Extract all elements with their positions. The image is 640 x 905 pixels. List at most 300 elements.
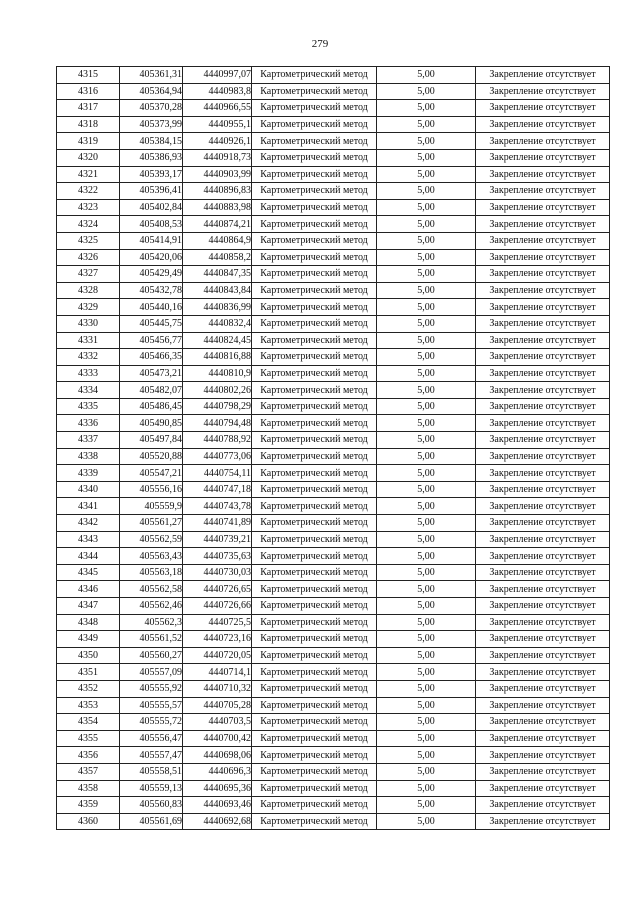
table-row xyxy=(57,166,610,183)
y-coordinate-cell: 4440836,99 xyxy=(183,299,252,316)
x-coordinate-cell: 405420,06 xyxy=(120,249,183,266)
method-cell: Картометрический метод xyxy=(252,797,377,814)
accuracy-cell: 5,00 xyxy=(377,581,476,598)
accuracy-cell: 5,00 xyxy=(377,249,476,266)
point-number-cell: 4343 xyxy=(57,531,120,548)
method-cell: Картометрический метод xyxy=(252,266,377,283)
fixation-cell: Закрепление отсутствует xyxy=(476,747,610,764)
table-row xyxy=(57,349,610,366)
y-coordinate-cell: 4440874,21 xyxy=(183,216,252,233)
accuracy-cell: 5,00 xyxy=(377,797,476,814)
table-row xyxy=(57,415,610,432)
page-number: 279 xyxy=(311,38,329,50)
table-row xyxy=(57,680,610,697)
y-coordinate-cell: 4440896,83 xyxy=(183,183,252,200)
method-cell: Картометрический метод xyxy=(252,614,377,631)
table-row xyxy=(57,498,610,515)
fixation-cell: Закрепление отсутствует xyxy=(476,664,610,681)
table-row xyxy=(57,647,610,664)
table-row xyxy=(57,83,610,100)
point-number-cell: 4339 xyxy=(57,465,120,482)
fixation-cell: Закрепление отсутствует xyxy=(476,83,610,100)
table-row xyxy=(57,763,610,780)
x-coordinate-cell: 405490,85 xyxy=(120,415,183,432)
accuracy-cell: 5,00 xyxy=(377,465,476,482)
x-coordinate-cell: 405557,47 xyxy=(120,747,183,764)
method-cell: Картометрический метод xyxy=(252,365,377,382)
point-number-cell: 4355 xyxy=(57,730,120,747)
fixation-cell: Закрепление отсутствует xyxy=(476,465,610,482)
accuracy-cell: 5,00 xyxy=(377,498,476,515)
method-cell: Картометрический метод xyxy=(252,498,377,515)
method-cell: Картометрический метод xyxy=(252,116,377,133)
fixation-cell: Закрепление отсутствует xyxy=(476,714,610,731)
point-number-cell: 4354 xyxy=(57,714,120,731)
fixation-cell: Закрепление отсутствует xyxy=(476,481,610,498)
table-row xyxy=(57,133,610,150)
y-coordinate-cell: 4440710,32 xyxy=(183,680,252,697)
method-cell: Картометрический метод xyxy=(252,67,377,84)
accuracy-cell: 5,00 xyxy=(377,199,476,216)
accuracy-cell: 5,00 xyxy=(377,116,476,133)
coordinates-table-body xyxy=(57,67,610,830)
x-coordinate-cell: 405559,13 xyxy=(120,780,183,797)
y-coordinate-cell: 4440983,8 xyxy=(183,83,252,100)
method-cell: Картометрический метод xyxy=(252,332,377,349)
x-coordinate-cell: 405562,46 xyxy=(120,598,183,615)
accuracy-cell: 5,00 xyxy=(377,349,476,366)
y-coordinate-cell: 4440720,05 xyxy=(183,647,252,664)
fixation-cell: Закрепление отсутствует xyxy=(476,697,610,714)
y-coordinate-cell: 4440966,55 xyxy=(183,100,252,117)
accuracy-cell: 5,00 xyxy=(377,647,476,664)
accuracy-cell: 5,00 xyxy=(377,266,476,283)
accuracy-cell: 5,00 xyxy=(377,83,476,100)
fixation-cell: Закрепление отсутствует xyxy=(476,332,610,349)
table-row xyxy=(57,332,610,349)
method-cell: Картометрический метод xyxy=(252,282,377,299)
x-coordinate-cell: 405386,93 xyxy=(120,149,183,166)
point-number-cell: 4335 xyxy=(57,398,120,415)
point-number-cell: 4332 xyxy=(57,349,120,366)
method-cell: Картометрический метод xyxy=(252,664,377,681)
table-row xyxy=(57,813,610,830)
accuracy-cell: 5,00 xyxy=(377,282,476,299)
accuracy-cell: 5,00 xyxy=(377,714,476,731)
table-row xyxy=(57,67,610,84)
method-cell: Картометрический метод xyxy=(252,398,377,415)
y-coordinate-cell: 4440824,45 xyxy=(183,332,252,349)
y-coordinate-cell: 4440725,5 xyxy=(183,614,252,631)
x-coordinate-cell: 405563,18 xyxy=(120,564,183,581)
point-number-cell: 4352 xyxy=(57,680,120,697)
fixation-cell: Закрепление отсутствует xyxy=(476,166,610,183)
point-number-cell: 4336 xyxy=(57,415,120,432)
x-coordinate-cell: 405557,09 xyxy=(120,664,183,681)
x-coordinate-cell: 405555,72 xyxy=(120,714,183,731)
point-number-cell: 4337 xyxy=(57,432,120,449)
accuracy-cell: 5,00 xyxy=(377,564,476,581)
method-cell: Картометрический метод xyxy=(252,714,377,731)
fixation-cell: Закрепление отсутствует xyxy=(476,67,610,84)
point-number-cell: 4357 xyxy=(57,763,120,780)
accuracy-cell: 5,00 xyxy=(377,100,476,117)
fixation-cell: Закрепление отсутствует xyxy=(476,432,610,449)
fixation-cell: Закрепление отсутствует xyxy=(476,797,610,814)
y-coordinate-cell: 4440864,9 xyxy=(183,232,252,249)
method-cell: Картометрический метод xyxy=(252,780,377,797)
fixation-cell: Закрепление отсутствует xyxy=(476,680,610,697)
fixation-cell: Закрепление отсутствует xyxy=(476,232,610,249)
point-number-cell: 4320 xyxy=(57,149,120,166)
method-cell: Картометрический метод xyxy=(252,564,377,581)
accuracy-cell: 5,00 xyxy=(377,680,476,697)
fixation-cell: Закрепление отсутствует xyxy=(476,813,610,830)
method-cell: Картометрический метод xyxy=(252,531,377,548)
fixation-cell: Закрепление отсутствует xyxy=(476,299,610,316)
point-number-cell: 4333 xyxy=(57,365,120,382)
point-number-cell: 4359 xyxy=(57,797,120,814)
table-row xyxy=(57,548,610,565)
table-row xyxy=(57,481,610,498)
method-cell: Картометрический метод xyxy=(252,481,377,498)
fixation-cell: Закрепление отсутствует xyxy=(476,216,610,233)
x-coordinate-cell: 405396,41 xyxy=(120,183,183,200)
point-number-cell: 4347 xyxy=(57,598,120,615)
table-row xyxy=(57,465,610,482)
point-number-cell: 4318 xyxy=(57,116,120,133)
method-cell: Картометрический метод xyxy=(252,680,377,697)
y-coordinate-cell: 4440703,5 xyxy=(183,714,252,731)
method-cell: Картометрический метод xyxy=(252,631,377,648)
fixation-cell: Закрепление отсутствует xyxy=(476,382,610,399)
table-row xyxy=(57,797,610,814)
method-cell: Картометрический метод xyxy=(252,382,377,399)
fixation-cell: Закрепление отсутствует xyxy=(476,149,610,166)
table-row xyxy=(57,315,610,332)
x-coordinate-cell: 405497,84 xyxy=(120,432,183,449)
table-row xyxy=(57,614,610,631)
fixation-cell: Закрепление отсутствует xyxy=(476,249,610,266)
table-row xyxy=(57,149,610,166)
method-cell: Картометрический метод xyxy=(252,149,377,166)
method-cell: Картометрический метод xyxy=(252,216,377,233)
coordinates-table xyxy=(56,66,610,830)
x-coordinate-cell: 405561,52 xyxy=(120,631,183,648)
point-number-cell: 4360 xyxy=(57,813,120,830)
accuracy-cell: 5,00 xyxy=(377,531,476,548)
accuracy-cell: 5,00 xyxy=(377,763,476,780)
y-coordinate-cell: 4440693,46 xyxy=(183,797,252,814)
point-number-cell: 4323 xyxy=(57,199,120,216)
x-coordinate-cell: 405408,53 xyxy=(120,216,183,233)
point-number-cell: 4329 xyxy=(57,299,120,316)
method-cell: Картометрический метод xyxy=(252,133,377,150)
fixation-cell: Закрепление отсутствует xyxy=(476,133,610,150)
y-coordinate-cell: 4440926,1 xyxy=(183,133,252,150)
method-cell: Картометрический метод xyxy=(252,183,377,200)
x-coordinate-cell: 405562,3 xyxy=(120,614,183,631)
point-number-cell: 4316 xyxy=(57,83,120,100)
y-coordinate-cell: 4440788,92 xyxy=(183,432,252,449)
point-number-cell: 4324 xyxy=(57,216,120,233)
fixation-cell: Закрепление отсутствует xyxy=(476,631,610,648)
fixation-cell: Закрепление отсутствует xyxy=(476,581,610,598)
point-number-cell: 4327 xyxy=(57,266,120,283)
method-cell: Картометрический метод xyxy=(252,647,377,664)
fixation-cell: Закрепление отсутствует xyxy=(476,315,610,332)
x-coordinate-cell: 405561,27 xyxy=(120,515,183,532)
fixation-cell: Закрепление отсутствует xyxy=(476,730,610,747)
table-row xyxy=(57,432,610,449)
table-row xyxy=(57,448,610,465)
method-cell: Картометрический метод xyxy=(252,415,377,432)
fixation-cell: Закрепление отсутствует xyxy=(476,448,610,465)
method-cell: Картометрический метод xyxy=(252,315,377,332)
accuracy-cell: 5,00 xyxy=(377,481,476,498)
point-number-cell: 4340 xyxy=(57,481,120,498)
y-coordinate-cell: 4440798,29 xyxy=(183,398,252,415)
accuracy-cell: 5,00 xyxy=(377,730,476,747)
x-coordinate-cell: 405562,59 xyxy=(120,531,183,548)
fixation-cell: Закрепление отсутствует xyxy=(476,183,610,200)
x-coordinate-cell: 405373,99 xyxy=(120,116,183,133)
y-coordinate-cell: 4440714,1 xyxy=(183,664,252,681)
x-coordinate-cell: 405560,27 xyxy=(120,647,183,664)
fixation-cell: Закрепление отсутствует xyxy=(476,282,610,299)
accuracy-cell: 5,00 xyxy=(377,183,476,200)
y-coordinate-cell: 4440743,78 xyxy=(183,498,252,515)
table-row xyxy=(57,598,610,615)
fixation-cell: Закрепление отсутствует xyxy=(476,116,610,133)
method-cell: Картометрический метод xyxy=(252,199,377,216)
point-number-cell: 4358 xyxy=(57,780,120,797)
accuracy-cell: 5,00 xyxy=(377,166,476,183)
y-coordinate-cell: 4440723,16 xyxy=(183,631,252,648)
x-coordinate-cell: 405429,49 xyxy=(120,266,183,283)
fixation-cell: Закрепление отсутствует xyxy=(476,614,610,631)
x-coordinate-cell: 405402,84 xyxy=(120,199,183,216)
x-coordinate-cell: 405556,16 xyxy=(120,481,183,498)
x-coordinate-cell: 405361,31 xyxy=(120,67,183,84)
table-row xyxy=(57,282,610,299)
point-number-cell: 4321 xyxy=(57,166,120,183)
y-coordinate-cell: 4440741,89 xyxy=(183,515,252,532)
method-cell: Картометрический метод xyxy=(252,548,377,565)
fixation-cell: Закрепление отсутствует xyxy=(476,780,610,797)
x-coordinate-cell: 405414,91 xyxy=(120,232,183,249)
accuracy-cell: 5,00 xyxy=(377,548,476,565)
x-coordinate-cell: 405520,88 xyxy=(120,448,183,465)
table-row xyxy=(57,249,610,266)
table-row xyxy=(57,100,610,117)
y-coordinate-cell: 4440696,3 xyxy=(183,763,252,780)
y-coordinate-cell: 4440735,63 xyxy=(183,548,252,565)
x-coordinate-cell: 405432,78 xyxy=(120,282,183,299)
fixation-cell: Закрепление отсутствует xyxy=(476,763,610,780)
fixation-cell: Закрепление отсутствует xyxy=(476,415,610,432)
point-number-cell: 4349 xyxy=(57,631,120,648)
point-number-cell: 4342 xyxy=(57,515,120,532)
table-row xyxy=(57,631,610,648)
y-coordinate-cell: 4440903,99 xyxy=(183,166,252,183)
accuracy-cell: 5,00 xyxy=(377,631,476,648)
accuracy-cell: 5,00 xyxy=(377,67,476,84)
point-number-cell: 4345 xyxy=(57,564,120,581)
accuracy-cell: 5,00 xyxy=(377,614,476,631)
method-cell: Картометрический метод xyxy=(252,432,377,449)
table-row xyxy=(57,714,610,731)
table-row xyxy=(57,747,610,764)
table-row xyxy=(57,664,610,681)
y-coordinate-cell: 4440794,48 xyxy=(183,415,252,432)
accuracy-cell: 5,00 xyxy=(377,216,476,233)
fixation-cell: Закрепление отсутствует xyxy=(476,398,610,415)
method-cell: Картометрический метод xyxy=(252,299,377,316)
x-coordinate-cell: 405555,57 xyxy=(120,697,183,714)
method-cell: Картометрический метод xyxy=(252,813,377,830)
accuracy-cell: 5,00 xyxy=(377,382,476,399)
y-coordinate-cell: 4440692,68 xyxy=(183,813,252,830)
y-coordinate-cell: 4440918,73 xyxy=(183,149,252,166)
accuracy-cell: 5,00 xyxy=(377,747,476,764)
point-number-cell: 4346 xyxy=(57,581,120,598)
y-coordinate-cell: 4440997,07 xyxy=(183,67,252,84)
method-cell: Картометрический метод xyxy=(252,100,377,117)
accuracy-cell: 5,00 xyxy=(377,780,476,797)
method-cell: Картометрический метод xyxy=(252,515,377,532)
method-cell: Картометрический метод xyxy=(252,763,377,780)
x-coordinate-cell: 405364,94 xyxy=(120,83,183,100)
method-cell: Картометрический метод xyxy=(252,730,377,747)
point-number-cell: 4351 xyxy=(57,664,120,681)
fixation-cell: Закрепление отсутствует xyxy=(476,531,610,548)
point-number-cell: 4344 xyxy=(57,548,120,565)
y-coordinate-cell: 4440955,1 xyxy=(183,116,252,133)
point-number-cell: 4348 xyxy=(57,614,120,631)
fixation-cell: Закрепление отсутствует xyxy=(476,349,610,366)
method-cell: Картометрический метод xyxy=(252,598,377,615)
table-row xyxy=(57,299,610,316)
table-row xyxy=(57,564,610,581)
y-coordinate-cell: 4440816,88 xyxy=(183,349,252,366)
method-cell: Картометрический метод xyxy=(252,166,377,183)
method-cell: Картометрический метод xyxy=(252,581,377,598)
table-row xyxy=(57,730,610,747)
point-number-cell: 4353 xyxy=(57,697,120,714)
y-coordinate-cell: 4440810,9 xyxy=(183,365,252,382)
method-cell: Картометрический метод xyxy=(252,747,377,764)
table-row xyxy=(57,116,610,133)
y-coordinate-cell: 4440726,65 xyxy=(183,581,252,598)
accuracy-cell: 5,00 xyxy=(377,515,476,532)
table-row xyxy=(57,531,610,548)
accuracy-cell: 5,00 xyxy=(377,448,476,465)
y-coordinate-cell: 4440843,84 xyxy=(183,282,252,299)
method-cell: Картометрический метод xyxy=(252,448,377,465)
point-number-cell: 4334 xyxy=(57,382,120,399)
x-coordinate-cell: 405473,21 xyxy=(120,365,183,382)
y-coordinate-cell: 4440883,98 xyxy=(183,199,252,216)
fixation-cell: Закрепление отсутствует xyxy=(476,100,610,117)
fixation-cell: Закрепление отсутствует xyxy=(476,365,610,382)
fixation-cell: Закрепление отсутствует xyxy=(476,498,610,515)
y-coordinate-cell: 4440730,03 xyxy=(183,564,252,581)
table-row xyxy=(57,232,610,249)
table-row xyxy=(57,780,610,797)
y-coordinate-cell: 4440739,21 xyxy=(183,531,252,548)
y-coordinate-cell: 4440773,06 xyxy=(183,448,252,465)
y-coordinate-cell: 4440700,42 xyxy=(183,730,252,747)
accuracy-cell: 5,00 xyxy=(377,697,476,714)
table-row xyxy=(57,398,610,415)
fixation-cell: Закрепление отсутствует xyxy=(476,199,610,216)
x-coordinate-cell: 405547,21 xyxy=(120,465,183,482)
x-coordinate-cell: 405558,51 xyxy=(120,763,183,780)
method-cell: Картометрический метод xyxy=(252,465,377,482)
point-number-cell: 4326 xyxy=(57,249,120,266)
y-coordinate-cell: 4440754,11 xyxy=(183,465,252,482)
x-coordinate-cell: 405561,69 xyxy=(120,813,183,830)
point-number-cell: 4319 xyxy=(57,133,120,150)
accuracy-cell: 5,00 xyxy=(377,232,476,249)
point-number-cell: 4356 xyxy=(57,747,120,764)
x-coordinate-cell: 405482,07 xyxy=(120,382,183,399)
point-number-cell: 4331 xyxy=(57,332,120,349)
x-coordinate-cell: 405466,35 xyxy=(120,349,183,366)
fixation-cell: Закрепление отсутствует xyxy=(476,564,610,581)
table-row xyxy=(57,697,610,714)
y-coordinate-cell: 4440747,18 xyxy=(183,481,252,498)
method-cell: Картометрический метод xyxy=(252,83,377,100)
point-number-cell: 4350 xyxy=(57,647,120,664)
point-number-cell: 4317 xyxy=(57,100,120,117)
point-number-cell: 4315 xyxy=(57,67,120,84)
fixation-cell: Закрепление отсутствует xyxy=(476,548,610,565)
method-cell: Картометрический метод xyxy=(252,232,377,249)
x-coordinate-cell: 405560,83 xyxy=(120,797,183,814)
fixation-cell: Закрепление отсутствует xyxy=(476,515,610,532)
point-number-cell: 4330 xyxy=(57,315,120,332)
table-row xyxy=(57,199,610,216)
x-coordinate-cell: 405556,47 xyxy=(120,730,183,747)
fixation-cell: Закрепление отсутствует xyxy=(476,647,610,664)
y-coordinate-cell: 4440858,2 xyxy=(183,249,252,266)
point-number-cell: 4322 xyxy=(57,183,120,200)
y-coordinate-cell: 4440802,26 xyxy=(183,382,252,399)
accuracy-cell: 5,00 xyxy=(377,332,476,349)
table-row xyxy=(57,581,610,598)
table-row xyxy=(57,365,610,382)
accuracy-cell: 5,00 xyxy=(377,598,476,615)
y-coordinate-cell: 4440726,66 xyxy=(183,598,252,615)
fixation-cell: Закрепление отсутствует xyxy=(476,266,610,283)
table-row xyxy=(57,515,610,532)
accuracy-cell: 5,00 xyxy=(377,432,476,449)
x-coordinate-cell: 405440,16 xyxy=(120,299,183,316)
fixation-cell: Закрепление отсутствует xyxy=(476,598,610,615)
x-coordinate-cell: 405393,17 xyxy=(120,166,183,183)
y-coordinate-cell: 4440832,4 xyxy=(183,315,252,332)
method-cell: Картометрический метод xyxy=(252,249,377,266)
y-coordinate-cell: 4440847,35 xyxy=(183,266,252,283)
method-cell: Картометрический метод xyxy=(252,697,377,714)
accuracy-cell: 5,00 xyxy=(377,813,476,830)
table-row xyxy=(57,183,610,200)
x-coordinate-cell: 405384,15 xyxy=(120,133,183,150)
y-coordinate-cell: 4440698,06 xyxy=(183,747,252,764)
x-coordinate-cell: 405486,45 xyxy=(120,398,183,415)
